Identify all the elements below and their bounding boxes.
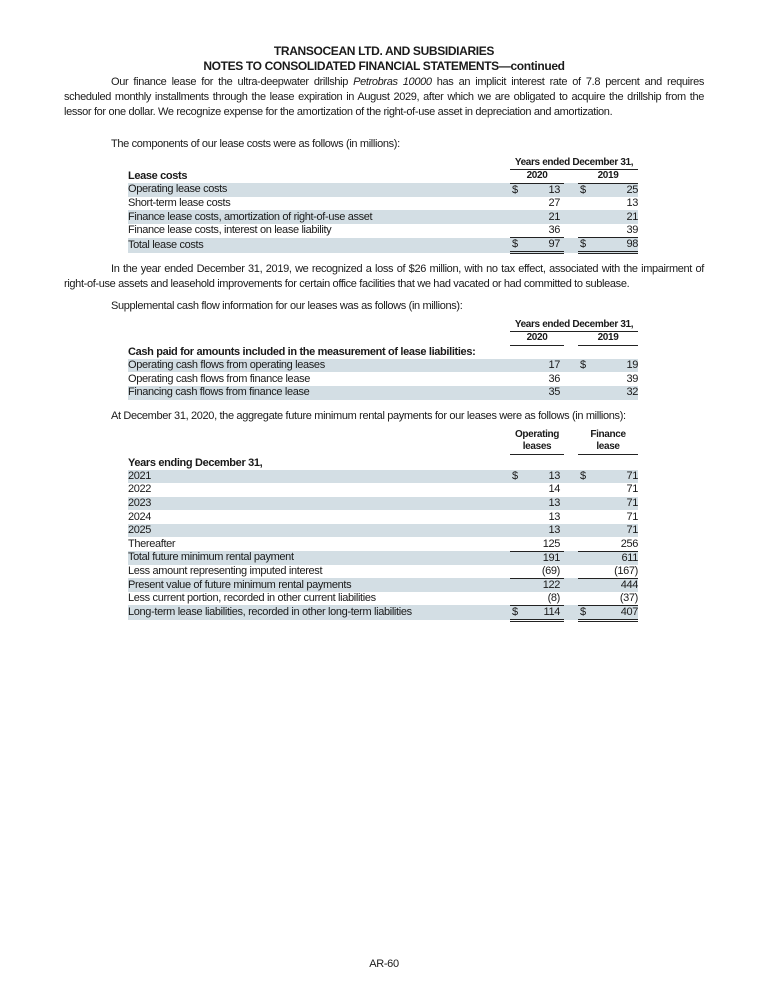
currency-symbol — [578, 197, 590, 211]
row-label: Total lease costs — [128, 238, 510, 253]
row-label: 2021 — [128, 470, 510, 484]
section-label: Cash paid for amounts included in the measurement of lease liabilities: — [128, 345, 476, 358]
row-label: Operating lease costs — [128, 183, 510, 197]
gap — [564, 210, 578, 224]
value-col1: 27 — [548, 197, 560, 210]
row-label: 2023 — [128, 497, 510, 511]
gap — [564, 510, 578, 524]
value-col2: 39 — [626, 372, 638, 385]
table-row — [128, 359, 638, 373]
value-col1: 122 — [522, 578, 564, 592]
value-col1: (8) — [522, 592, 564, 606]
table-row — [128, 470, 638, 484]
row-label: Finance lease costs, interest on lease liability — [128, 224, 332, 237]
future-payments-intro: At December 31, 2020, the aggregate future minimum rental payments for our leases were as follows (in millions): — [111, 410, 626, 422]
text: has an implicit interest rate of 7.8 percent and requires scheduled monthly installments through the lease expiration in August 2029, after which we are obligated to acquire the drillship from the lessor for one dollar. We recognize expense for the amortization of the right-of-use asset in depreciation and amortization. — [64, 76, 704, 118]
cash-flow-table — [128, 318, 638, 400]
table-row — [128, 483, 638, 497]
row-label: Finance lease costs, amortization of right-of-use asset — [128, 210, 510, 224]
gap — [564, 224, 578, 238]
value-col2: 19 — [590, 359, 638, 373]
gap — [564, 605, 578, 620]
finance-lease-paragraph — [64, 75, 704, 120]
currency-symbol — [510, 197, 522, 211]
gap — [564, 483, 578, 497]
table-row — [128, 537, 638, 551]
table-row — [128, 386, 638, 400]
table-row — [128, 510, 638, 524]
value-col2: 39 — [590, 224, 638, 238]
currency-symbol: $ — [510, 238, 522, 253]
currency-symbol: $ — [510, 605, 522, 620]
table-row — [128, 578, 638, 592]
currency-symbol — [578, 210, 590, 224]
value-col1: 191 — [522, 551, 564, 565]
value-col1: 97 — [522, 238, 564, 253]
table-row — [128, 197, 638, 211]
currency-symbol — [578, 497, 590, 511]
row-label: Financing cash flows from finance lease — [128, 386, 510, 400]
drillship-name: Petrobras 10000 — [353, 76, 432, 88]
currency-symbol — [510, 592, 522, 606]
currency-symbol: $ — [578, 605, 590, 620]
company-title: TRANSOCEAN LTD. AND SUBSIDIARIES — [273, 44, 495, 58]
row-label: Total future minimum rental payment — [128, 551, 510, 565]
gap — [564, 238, 578, 253]
value-col2: 71 — [626, 483, 638, 496]
currency-symbol — [578, 524, 590, 538]
value-col1: 36 — [548, 372, 560, 385]
gap — [564, 372, 578, 386]
value-col2: (37) — [590, 592, 638, 606]
value-col1: 13 — [522, 470, 564, 484]
row-label: Thereafter — [128, 537, 176, 550]
row-label: Long-term lease liabilities, recorded in other long-term liabilities — [128, 605, 510, 620]
column-header-label: Lease costs — [128, 169, 188, 182]
currency-symbol — [510, 386, 522, 400]
column-header-2020: 2020 — [510, 332, 564, 346]
table-row — [128, 238, 638, 253]
value-col2: 71 — [590, 470, 638, 484]
currency-symbol — [578, 592, 590, 606]
row-label: Less amount representing imputed interest — [128, 564, 323, 577]
gap — [564, 551, 578, 565]
value-col2: 98 — [590, 238, 638, 253]
row-label: 2024 — [128, 510, 152, 523]
currency-symbol — [510, 224, 522, 238]
currency-symbol: $ — [578, 183, 590, 197]
value-col1: 114 — [522, 605, 564, 620]
currency-symbol: $ — [578, 359, 590, 373]
value-col2: 407 — [590, 605, 638, 620]
table-row — [128, 183, 638, 197]
value-col1: 35 — [522, 386, 564, 400]
row-label: Operating cash flows from finance lease — [128, 372, 311, 385]
value-col2: 611 — [590, 551, 638, 565]
table-row — [128, 224, 638, 238]
currency-symbol — [510, 510, 522, 524]
value-col1: 36 — [522, 224, 564, 238]
lease-costs-intro: The components of our lease costs were as follows (in millions): — [111, 138, 400, 150]
gap — [564, 537, 578, 551]
value-col1: 17 — [522, 359, 564, 373]
value-col1: 13 — [522, 524, 564, 538]
gap — [564, 183, 578, 197]
value-col2: 21 — [590, 210, 638, 224]
gap — [564, 497, 578, 511]
value-col1: 14 — [548, 483, 560, 496]
value-col2: (167) — [590, 565, 638, 579]
value-col2: 32 — [590, 386, 638, 400]
impairment-paragraph: In the year ended December 31, 2019, we recognized a loss of $26 million, with no tax effect, associated with the impairment of right-of-use assets and leasehold improvements for certain office facilities that we had vacated or had committed to sublease. — [64, 263, 704, 290]
table-row — [128, 605, 638, 620]
period-header: Years ended December 31, — [510, 318, 638, 332]
currency-symbol — [578, 483, 590, 497]
gap — [564, 565, 578, 579]
table-row — [128, 592, 638, 606]
currency-symbol: $ — [578, 238, 590, 253]
lease-costs-table — [128, 156, 638, 254]
column-header-2019: 2019 — [578, 332, 638, 346]
currency-symbol — [510, 537, 522, 551]
row-label: Short-term lease costs — [128, 197, 231, 210]
value-col1: 13 — [548, 510, 560, 523]
currency-symbol — [510, 551, 522, 565]
value-col2: 71 — [590, 497, 638, 511]
currency-symbol — [510, 359, 522, 373]
column-header-2020: 2020 — [510, 170, 564, 184]
value-col1: 13 — [522, 183, 564, 197]
value-col2: 25 — [590, 183, 638, 197]
gap — [564, 578, 578, 592]
value-col2: 256 — [590, 537, 638, 551]
currency-symbol — [578, 578, 590, 592]
currency-symbol — [510, 483, 522, 497]
text: Our finance lease for the ultra-deepwater drillship — [111, 76, 354, 88]
future-payments-table — [128, 428, 638, 622]
gap — [564, 592, 578, 606]
currency-symbol: $ — [578, 470, 590, 484]
currency-symbol — [578, 510, 590, 524]
value-col2: 444 — [590, 578, 638, 592]
table-row — [128, 565, 638, 579]
table-row — [128, 524, 638, 538]
cash-flow-intro: Supplemental cash flow information for our leases was as follows (in millions): — [111, 300, 463, 312]
column-header-2019: 2019 — [578, 170, 638, 184]
table-row — [128, 210, 638, 224]
currency-symbol — [578, 565, 590, 579]
gap — [564, 524, 578, 538]
value-col1: (69) — [522, 565, 564, 579]
table-row — [128, 497, 638, 511]
gap — [564, 359, 578, 373]
row-label: Less current portion, recorded in other current liabilities — [128, 592, 376, 605]
row-label: Present value of future minimum rental payments — [128, 578, 510, 592]
row-label: 2025 — [128, 524, 510, 538]
currency-symbol: $ — [510, 183, 522, 197]
currency-symbol — [510, 578, 522, 592]
currency-symbol — [578, 551, 590, 565]
section-title: NOTES TO CONSOLIDATED FINANCIAL STATEMENTS—continued — [203, 59, 565, 73]
currency-symbol — [510, 524, 522, 538]
row-label: Operating cash flows from operating leases — [128, 359, 510, 373]
currency-symbol — [510, 497, 522, 511]
currency-symbol — [578, 372, 590, 386]
currency-symbol — [510, 372, 522, 386]
value-col2: 71 — [590, 524, 638, 538]
gap — [564, 470, 578, 484]
table-row — [128, 372, 638, 386]
value-col2: 13 — [626, 197, 638, 210]
value-col1: 21 — [522, 210, 564, 224]
period-header: Years ended December 31, — [510, 156, 638, 170]
value-col2: 71 — [626, 510, 638, 523]
table-row — [128, 551, 638, 565]
document-header — [0, 44, 768, 74]
column-header-finance: Finance lease — [578, 428, 638, 454]
value-col1: 125 — [522, 537, 564, 551]
column-header-operating: Operating leases — [510, 428, 564, 454]
currency-symbol — [578, 224, 590, 238]
currency-symbol — [510, 210, 522, 224]
gap — [564, 197, 578, 211]
currency-symbol — [578, 386, 590, 400]
currency-symbol — [578, 537, 590, 551]
gap — [564, 386, 578, 400]
value-col1: 13 — [522, 497, 564, 511]
page-number: AR-60 — [369, 958, 399, 970]
row-label: 2022 — [128, 483, 152, 496]
section-label: Years ending December 31, — [128, 456, 263, 469]
currency-symbol: $ — [510, 470, 522, 484]
currency-symbol — [510, 565, 522, 579]
